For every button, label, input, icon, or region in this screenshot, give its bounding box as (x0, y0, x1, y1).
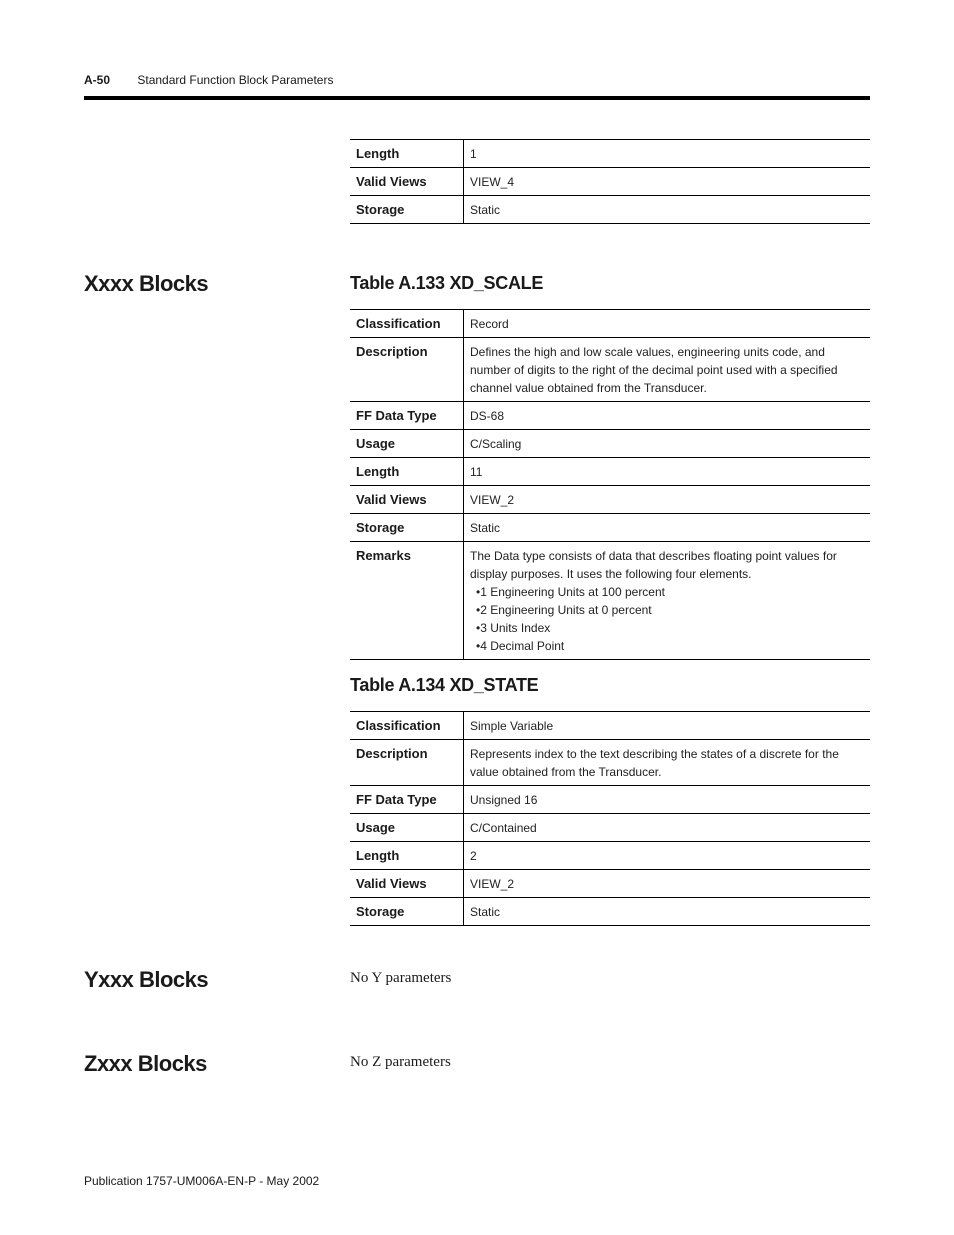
param-value: 2 (464, 842, 871, 870)
list-item: • 4 Decimal Point (476, 637, 864, 655)
list-item: • 1 Engineering Units at 100 percent (476, 583, 864, 601)
table-row (350, 814, 870, 842)
param-key: Valid Views (350, 486, 464, 514)
param-value: 1 (464, 140, 871, 168)
param-key: Storage (350, 514, 464, 542)
param-key: Usage (350, 430, 464, 458)
xd-state-table (350, 711, 870, 926)
param-key: Storage (350, 898, 464, 926)
list-item: • 2 Engineering Units at 0 percent (476, 601, 864, 619)
param-key: Usage (350, 814, 464, 842)
param-value (464, 542, 871, 660)
param-value: C/Scaling (464, 430, 871, 458)
page-footer: Publication 1757-UM006A-EN-P - May 2002 (84, 1174, 320, 1188)
param-value: Unsigned 16 (464, 786, 871, 814)
param-key: FF Data Type (350, 786, 464, 814)
table-row (350, 842, 870, 870)
param-value: 11 (464, 458, 871, 486)
page-header (84, 73, 333, 87)
z-parameters-note: No Z parameters (350, 1054, 451, 1070)
table-row (350, 196, 870, 224)
table-row (350, 712, 870, 740)
param-value: VIEW_4 (464, 168, 871, 196)
table-row (350, 870, 870, 898)
xd-scale-table (350, 309, 870, 660)
header-title: Standard Function Block Parameters (137, 73, 334, 87)
section-heading-xxxx: Xxxx Blocks (84, 271, 209, 296)
section-heading-zxxx: Zxxx Blocks (84, 1051, 207, 1076)
param-key: Description (350, 740, 464, 786)
param-key: Classification (350, 310, 464, 338)
table-row (350, 740, 870, 786)
table-row (350, 786, 870, 814)
table-row (350, 898, 870, 926)
param-value: Defines the high and low scale values, engineering units code, and number of digits to the right of the decimal point used with a specified channel value obtained from the Transducer. (464, 338, 871, 402)
param-key: Length (350, 458, 464, 486)
table-row (350, 310, 870, 338)
section-heading-yxxx: Yxxx Blocks (84, 967, 209, 992)
top-param-table (350, 139, 870, 224)
param-value: C/Contained (464, 814, 871, 842)
table-row (350, 514, 870, 542)
param-value: Static (464, 196, 871, 224)
param-key: Length (350, 842, 464, 870)
param-value: Record (464, 310, 871, 338)
param-value: DS-68 (464, 402, 871, 430)
table-row (350, 140, 870, 168)
table-row (350, 402, 870, 430)
param-value: Represents index to the text describing the states of a discrete for the value obtained from the Transducer. (464, 740, 871, 786)
param-value: VIEW_2 (464, 486, 871, 514)
param-value: VIEW_2 (464, 870, 871, 898)
param-key: Classification (350, 712, 464, 740)
remarks-list (470, 583, 864, 655)
list-item: • 3 Units Index (476, 619, 864, 637)
table-row (350, 542, 870, 660)
param-key: FF Data Type (350, 402, 464, 430)
param-key: Remarks (350, 542, 464, 660)
table-row (350, 430, 870, 458)
table-caption-xd-state: Table A.134 XD_STATE (350, 675, 539, 695)
param-key: Length (350, 140, 464, 168)
param-key: Storage (350, 196, 464, 224)
table-row (350, 458, 870, 486)
table-row (350, 168, 870, 196)
param-value: Static (464, 898, 871, 926)
table-caption-xd-scale: Table A.133 XD_SCALE (350, 273, 544, 293)
remarks-text: The Data type consists of data that describes floating point values for display purposes. It uses the following four elements. (470, 549, 837, 581)
y-parameters-note: No Y parameters (350, 970, 452, 986)
header-rule (84, 96, 870, 100)
param-key: Valid Views (350, 168, 464, 196)
param-value: Static (464, 514, 871, 542)
param-key: Valid Views (350, 870, 464, 898)
page-number: A-50 (84, 73, 111, 87)
table-row (350, 338, 870, 402)
table-row (350, 486, 870, 514)
param-value: Simple Variable (464, 712, 871, 740)
param-key: Description (350, 338, 464, 402)
